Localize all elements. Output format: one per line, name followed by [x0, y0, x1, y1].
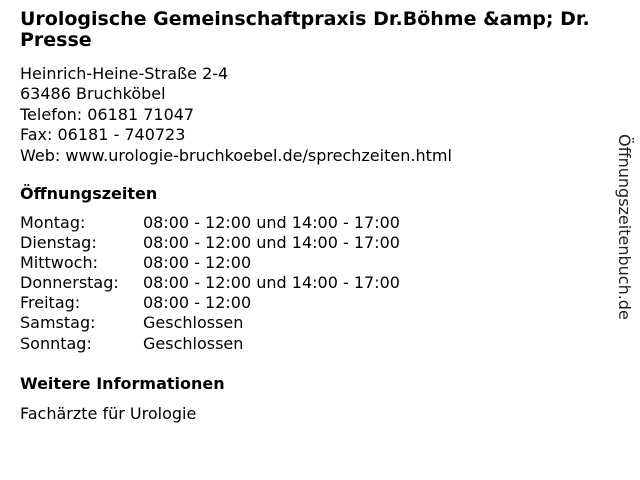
weekday-label: Dienstag: [20, 233, 97, 253]
fax-number: Fax: 06181 - 740723 [20, 125, 186, 145]
hours-value: 08:00 - 12:00 und 14:00 - 17:00 [143, 273, 400, 293]
hours-value: Geschlossen [143, 333, 244, 353]
opening-hours-row [20, 253, 400, 273]
opening-hours-table [20, 213, 400, 354]
weekday-label: Sonntag: [20, 333, 92, 353]
hours-value: 08:00 - 12:00 [143, 293, 252, 313]
opening-hours-heading: Öffnungszeiten [20, 184, 158, 203]
practice-name: Urologische Gemeinschaftpraxis Dr.Böhme &amp; Dr. Presse [20, 8, 590, 51]
website[interactable]: Web: www.urologie-bruchkoebel.de/sprechzeiten.html [20, 145, 452, 165]
hours-value: Geschlossen [143, 313, 244, 333]
opening-hours-row [20, 213, 400, 233]
weekday-label: Mittwoch: [20, 253, 98, 273]
weekday-label: Samstag: [20, 313, 96, 333]
address-block [20, 64, 452, 166]
opening-hours-row [20, 293, 400, 313]
weekday-label: Montag: [20, 213, 86, 232]
address-street: Heinrich-Heine-Straße 2-4 [20, 64, 229, 83]
opening-hours-row [20, 233, 400, 253]
weekday-label: Freitag: [20, 293, 81, 313]
address-city: 63486 Bruchköbel [20, 84, 166, 104]
opening-hours-row [20, 313, 400, 333]
opening-hours-row [20, 273, 400, 293]
hours-value: 08:00 - 12:00 und 14:00 - 17:00 [143, 233, 400, 253]
hours-value: 08:00 - 12:00 [143, 253, 252, 273]
opening-hours-row [20, 334, 400, 354]
more-info-text: Fachärzte für Urologie [20, 404, 197, 423]
site-brand-label: Öffnungszeitenbuch.de [615, 134, 634, 320]
weekday-label: Donnerstag: [20, 273, 119, 293]
hours-value: 08:00 - 12:00 und 14:00 - 17:00 [143, 213, 400, 232]
more-info-heading: Weitere Informationen [20, 374, 225, 393]
phone-number[interactable]: Telefon: 06181 71047 [20, 104, 195, 124]
